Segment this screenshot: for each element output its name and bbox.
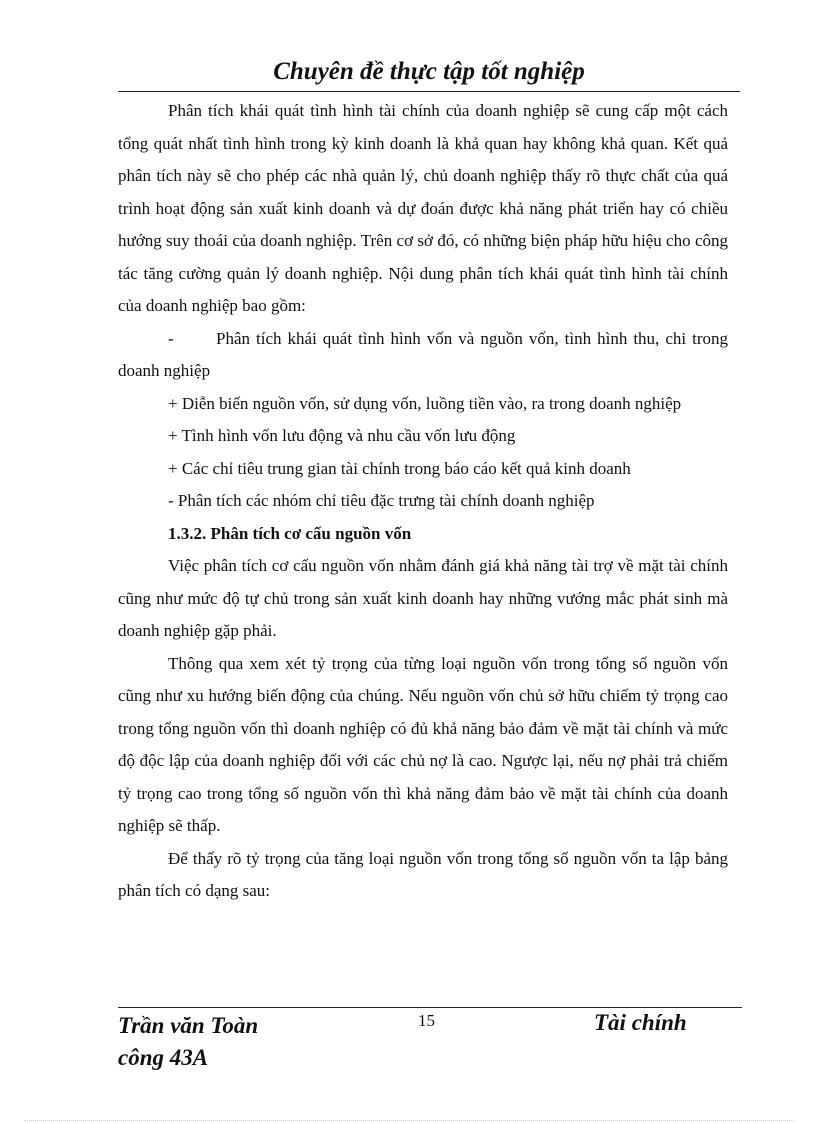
footer-author-class: công 43A [118, 1045, 209, 1070]
bullet-item-capital-text: Phân tích khái quát tình hình vốn và nguồn vốn, tình hình thu, chi trong doanh nghiệp [118, 328, 728, 380]
footer-divider [118, 1007, 742, 1008]
footer-author-name: Trần văn Toàn [118, 1013, 259, 1038]
sub-item-funds-flow: + Diễn biến nguồn vốn, sử dụng vốn, luồng tiền vào, ra trong doanh nghiệp [168, 393, 682, 413]
page-number: 15 [418, 1011, 435, 1030]
section-heading: 1.3.2. Phân tích cơ cấu nguồn vốn [168, 523, 412, 543]
sub-item-working-capital: + Tình hình vốn lưu động và nhu cầu vốn lưu động [168, 426, 516, 445]
paragraph-proportion-analysis: Thông qua xem xét tỷ trọng của từng loại nguồn vốn trong tổng số nguồn vốn cũng như xu hướng biến động của chúng. Nếu nguồn vốn chủ sở hữu chiếm tỷ trọng cao trong tổng nguồn vốn thì doanh nghiệp có đủ khả năng bảo đảm về mặt tài chính và mức độ độc lập của doanh nghiệp đối với các chủ nợ là cao. Ngược lại, nếu nợ phải trả chiếm tỷ trọng cao trong tổng số nguồn vốn thì khả năng đảm bảo về mặt tài chính của doanh nghiệp sẽ thấp. [118, 653, 728, 835]
page-bottom-edge [24, 1120, 794, 1121]
bullet-item-indicator-groups: - Phân tích các nhóm chỉ tiêu đặc trưng tài chính doanh nghiệp [168, 491, 595, 510]
bullet-item-capital [118, 323, 728, 388]
footer-author [118, 1010, 258, 1074]
paragraph-overview: Phân tích khái quát tình hình tài chính của doanh nghiệp sẽ cung cấp một cách tổng quát nhất tình hình trong kỳ kinh doanh là khả quan hay không khả quan. Kết quả phân tích này sẽ cho phép các nhà quản lý, chủ doanh nghiệp thấy rõ thực chất của quá trình hoạt động sản xuất kinh doanh và dự đoán được khả năng phát triển hay có chiều hướng suy thoái của doanh nghiệp. Trên cơ sở đó, có những biện pháp hữu hiệu cho công tác tăng cường quản lý doanh nghiệp. Nội dung phân tích khái quát tình hình tài chính của doanh nghiệp bao gồm: [118, 101, 728, 315]
sub-item-intermediate-indicators: + Các chỉ tiêu trung gian tài chính trong báo cáo kết quả kinh doanh [168, 458, 631, 478]
header-divider [118, 91, 740, 92]
page-header-title: Chuyên đề thực tập tốt nghiệp [273, 58, 585, 85]
footer-department: Tài chính [594, 1010, 687, 1035]
bullet-dash: - [168, 328, 174, 348]
paragraph-structure-purpose: Việc phân tích cơ cấu nguồn vốn nhằm đánh giá khả năng tài trợ về mặt tài chính cũng như mức độ tự chủ trong sản xuất kinh doanh hay những vướng mắc phát sinh mà doanh nghiệp gặp phải. [118, 556, 728, 640]
paragraph-table-intro: Để thấy rõ tỷ trọng của tăng loại nguồn vốn trong tổng số nguồn vốn ta lập bảng phân tích có dạng sau: [118, 848, 728, 900]
document-body [118, 95, 728, 908]
